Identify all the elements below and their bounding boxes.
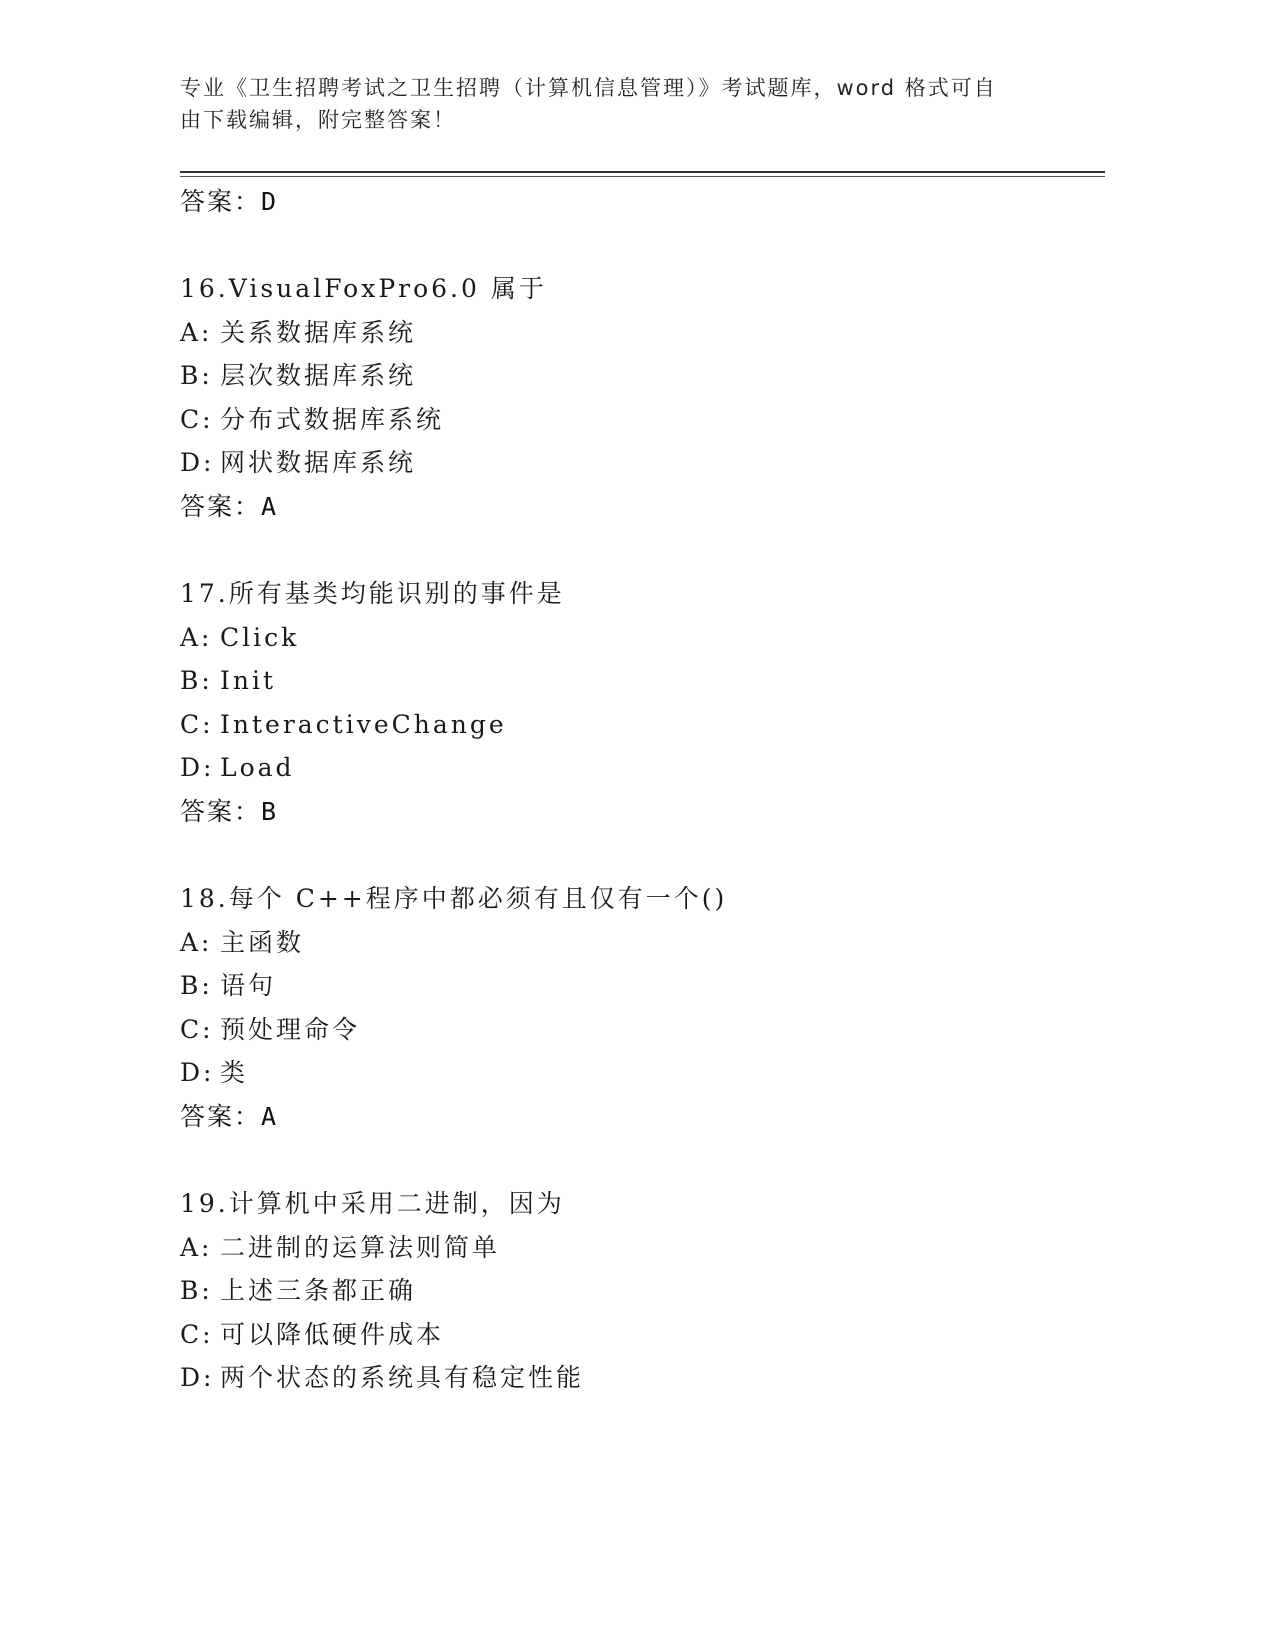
answer-key: B [261, 796, 279, 826]
option-text: InteractiveChange [220, 709, 507, 739]
option-text: 分布式数据库系统 [220, 404, 445, 434]
option-text: 语句 [220, 971, 277, 1001]
answer-key: A [261, 491, 279, 521]
answer-line [180, 1095, 1105, 1139]
answer-line [180, 485, 1105, 529]
option-b [180, 1269, 1105, 1313]
document-header [180, 72, 1060, 136]
answer-line [180, 180, 1105, 224]
option-letter: A: [180, 927, 213, 957]
option-letter: C: [180, 1319, 214, 1349]
answer-line [180, 790, 1105, 834]
question-18 [180, 877, 1105, 1139]
option-letter: C: [180, 709, 214, 739]
option-letter: C: [180, 404, 214, 434]
header-divider-thick [180, 171, 1105, 173]
answer-key: D [261, 187, 279, 216]
header-line-1: 专业《卫生招聘考试之卫生招聘（计算机信息管理）》考试题库，word 格式可自 [180, 76, 997, 100]
option-text: 二进制的运算法则简单 [220, 1232, 501, 1262]
option-letter: D: [180, 753, 215, 783]
option-b [180, 964, 1105, 1008]
option-c [180, 703, 1105, 747]
option-a [180, 311, 1105, 355]
option-d [180, 746, 1105, 790]
question-title: 16.VisualFoxPro6.0 属于 [180, 274, 547, 303]
question-16 [180, 267, 1105, 529]
option-text: 两个状态的系统具有稳定性能 [220, 1363, 585, 1393]
option-text: 关系数据库系统 [220, 317, 417, 347]
option-letter: A: [180, 1232, 213, 1262]
option-d [180, 1051, 1105, 1095]
option-text: 主函数 [220, 927, 305, 957]
option-letter: B: [180, 361, 213, 391]
question-title: 19.计算机中采用二进制，因为 [180, 1188, 565, 1218]
option-d [180, 441, 1105, 485]
header-line-2: 由下载编辑，附完整答案！ [180, 108, 456, 132]
option-text: Init [220, 666, 277, 696]
option-letter: D: [180, 448, 215, 478]
option-text: 类 [220, 1058, 249, 1088]
option-c [180, 398, 1105, 442]
option-a [180, 1226, 1105, 1270]
question-title: 18.每个 C++程序中都必须有且仅有一个() [180, 883, 728, 913]
question-title: 17.所有基类均能识别的事件是 [180, 578, 565, 608]
option-b [180, 354, 1105, 398]
option-letter: D: [180, 1363, 215, 1393]
header-divider-thin [180, 176, 1105, 177]
option-letter: C: [180, 1014, 214, 1044]
option-a [180, 921, 1105, 965]
question-list [180, 180, 1105, 1400]
answer-label: 答案： [180, 491, 262, 521]
option-text: 上述三条都正确 [220, 1276, 417, 1306]
question-17 [180, 572, 1105, 834]
option-letter: B: [180, 971, 213, 1001]
option-letter: D: [180, 1058, 215, 1088]
question-19 [180, 1182, 1105, 1400]
option-letter: B: [180, 1276, 213, 1306]
option-c [180, 1008, 1105, 1052]
option-letter: A: [180, 317, 213, 347]
option-b [180, 659, 1105, 703]
answer-key: A [261, 1101, 279, 1131]
option-text: Load [220, 753, 295, 783]
option-letter: B: [180, 666, 213, 696]
option-a [180, 616, 1105, 660]
answer-label: 答案： [180, 1101, 262, 1131]
option-d [180, 1356, 1105, 1400]
option-text: 可以降低硬件成本 [220, 1319, 445, 1349]
option-text: 预处理命令 [220, 1014, 361, 1044]
option-c [180, 1313, 1105, 1357]
answer-label: 答案： [180, 187, 262, 216]
option-text: 层次数据库系统 [220, 361, 417, 391]
answer-label: 答案： [180, 796, 262, 826]
option-text: 网状数据库系统 [220, 448, 417, 478]
option-text: Click [220, 622, 300, 652]
option-letter: A: [180, 622, 213, 652]
